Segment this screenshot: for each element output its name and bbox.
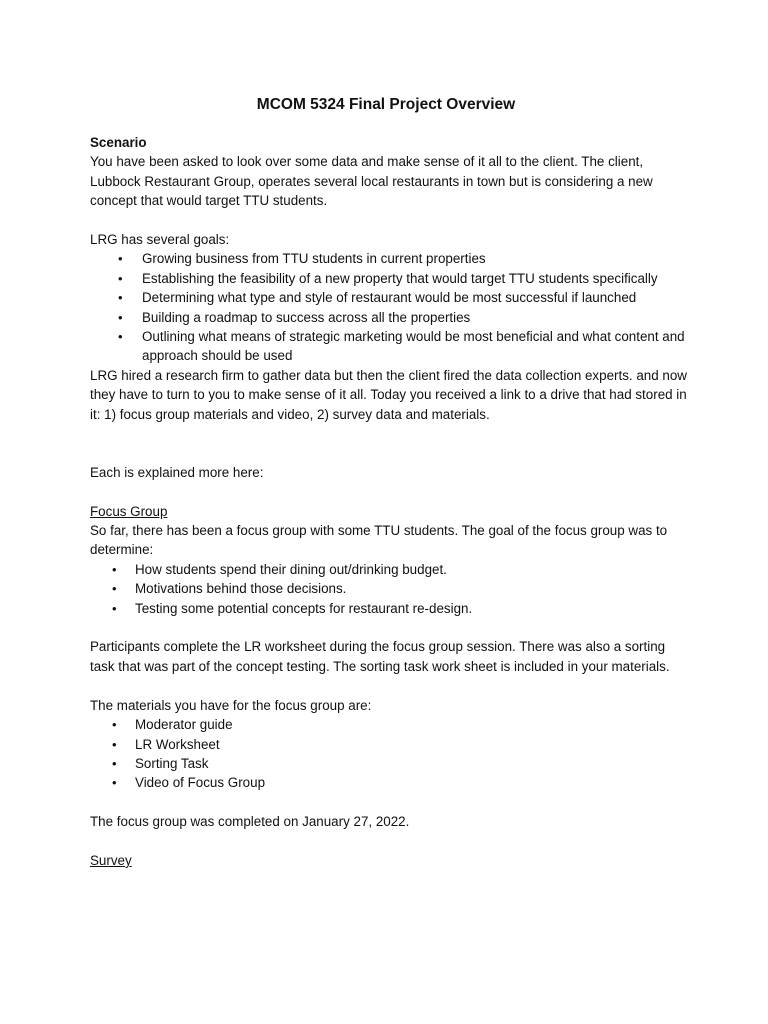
materials-list — [90, 715, 690, 793]
spacer — [90, 793, 690, 812]
bullet-icon: • — [118, 270, 123, 286]
scenario-heading: Scenario — [90, 135, 147, 150]
spacer — [90, 832, 690, 851]
spacer — [90, 618, 690, 637]
list-item — [90, 560, 690, 579]
goals-list — [90, 249, 690, 365]
list-item-text: Video of Focus Group — [135, 775, 266, 791]
page-title: MCOM 5324 Final Project Overview — [256, 96, 516, 113]
explained-paragraph: Each is explained more here: — [90, 464, 264, 480]
completed-paragraph: The focus group was completed on January 27, 2022. — [90, 814, 410, 830]
bullet-icon: • — [118, 290, 123, 306]
bullet-icon: • — [118, 251, 123, 267]
list-item-text: Sorting Task — [135, 755, 209, 771]
list-item — [90, 773, 690, 792]
spacer — [90, 424, 690, 443]
bullet-icon: • — [112, 581, 117, 597]
spacer — [90, 443, 690, 462]
list-item — [90, 715, 690, 734]
participants-paragraph: Participants complete the LR worksheet during the focus group session. There was also a sorting task that was part of the concept testing. The sorting task work sheet is included in your materials. — [90, 639, 670, 674]
focus-group-heading: Focus Group — [90, 503, 168, 519]
materials-intro: The materials you have for the focus group are: — [90, 697, 372, 713]
bullet-icon: • — [112, 755, 117, 771]
research-paragraph: LRG hired a research firm to gather data but then the client fired the data collection experts. and now they have to turn to you to make sense of it all. Today you received a link to a drive that had stored in it: 1) focus group materials and video, 2) survey data and materials. — [90, 367, 687, 422]
focus-group-goals-list — [90, 560, 690, 618]
bullet-icon: • — [118, 329, 123, 345]
list-item — [90, 579, 690, 598]
list-item — [90, 754, 690, 773]
spacer — [90, 676, 690, 695]
bullet-icon: • — [112, 600, 117, 616]
focus-group-paragraph: So far, there has been a focus group with some TTU students. The goal of the focus group was to determine: — [90, 523, 668, 558]
list-item-text: Establishing the feasibility of a new property that would target TTU students specifically — [142, 270, 658, 286]
spacer — [90, 482, 690, 501]
bullet-icon: • — [112, 561, 117, 577]
list-item-text: LR Worksheet — [135, 736, 220, 752]
bullet-icon: • — [112, 775, 117, 791]
list-item-text: Testing some potential concepts for restaurant re-design. — [135, 600, 473, 616]
list-item-text: Determining what type and style of restaurant would be most successful if launched — [142, 290, 637, 306]
spacer — [90, 211, 690, 230]
list-item-text: Growing business from TTU students in current properties — [142, 251, 486, 267]
list-item — [90, 599, 690, 618]
list-item — [90, 288, 690, 307]
list-item — [90, 735, 690, 754]
list-item-text: Motivations behind those decisions. — [135, 581, 347, 597]
bullet-icon: • — [112, 717, 117, 733]
list-item — [90, 269, 690, 288]
bullet-icon: • — [118, 309, 123, 325]
list-item — [90, 327, 690, 366]
list-item — [90, 249, 690, 268]
list-item-text: Outlining what means of strategic marketing would be most beneficial and what content and approach should be used — [142, 329, 685, 364]
bullet-icon: • — [112, 736, 117, 752]
scenario-paragraph: You have been asked to look over some data and make sense of it all to the client. The client, Lubbock Restaurant Group, operates several local restaurants in town but is considering a new concept that would target TTU students. — [90, 154, 653, 209]
list-item-text: How students spend their dining out/drinking budget. — [135, 561, 447, 577]
list-item — [90, 308, 690, 327]
document-page — [90, 94, 690, 870]
list-item-text: Moderator guide — [135, 717, 233, 733]
survey-heading: Survey — [90, 852, 132, 868]
goals-intro: LRG has several goals: — [90, 232, 230, 248]
list-item-text: Building a roadmap to success across all the properties — [142, 309, 471, 325]
